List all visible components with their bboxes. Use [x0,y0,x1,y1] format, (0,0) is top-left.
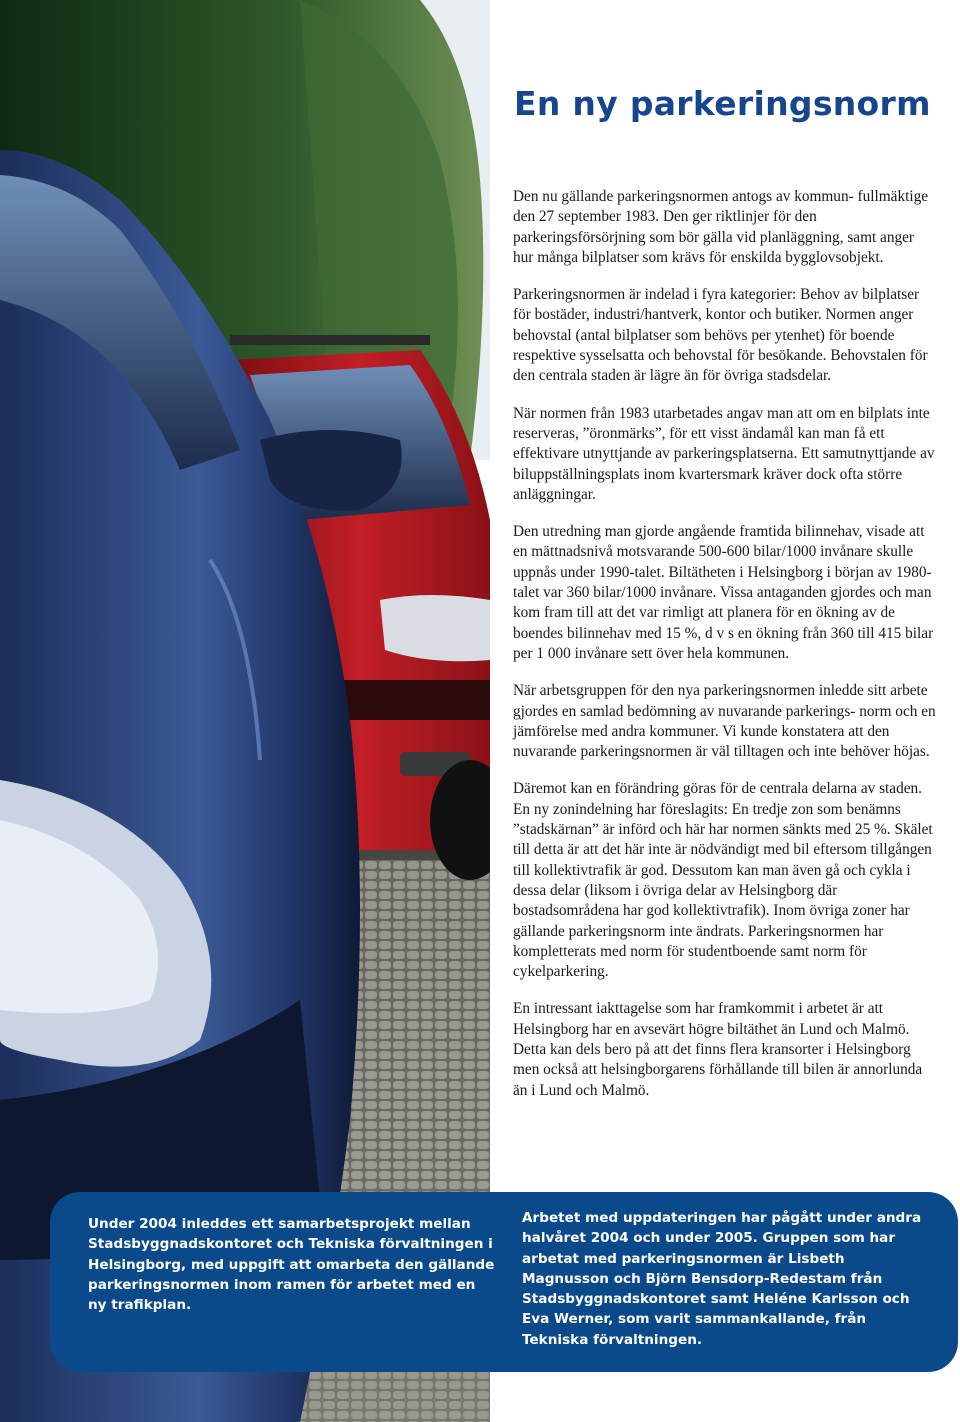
paragraph: När arbetsgruppen för den nya parkeringsnormen inledde sitt arbete gjordes en samlad bedömning av nuvarande parkerings- norm och en jämförelse med andra kommuner. Vi kunde konstatera att den nuvarande parkeringsnormen är väl tilltagen och inte behöver höjas. [513,682,936,761]
page-title: En ny parkeringsnorm [514,84,931,123]
paragraph: Däremot kan en förändring göras för de centrala delarna av staden. En ny zonindelning har föreslagits: En tredje zon som benämns ”stadskärnan” är införd och här har normen sänkts med 25 %. Skälet till detta är att det här inte är nödvändigt med bil eftersom tillgången till kollektivtrafik är god. Dessutom kan man även gå och cykla i dessa delar (liksom i övriga delar av Helsingborg där bostadsområdena har god kollektivtrafik). Inom övriga zoner har gällande parkeringsnorm inte ändrats. Parkeringsnormen har kompletterats med norm för studentboende samt norm för cykelparkering. [513,780,933,981]
paragraph: En intressant iakttagelse som har framkommit i arbetet är att Helsingborg har en avsevärt högre biltäthet än Lund och Malmö. Detta kan dels bero på att det finns flera kransorter i Helsingborg men också att helsingborgarens förhållande till bilen är annorlunda än i Lund och Malmö. [513,1000,923,1099]
article-body [513,187,938,1118]
info-box-right-text: Arbetet med uppdateringen har pågått under andra halvåret 2004 och under 2005. Gruppen som har arbetat med parkeringsnormen är Lisbeth Magnusson och Björn Bensdorp-Redestam från Stadsbyggnadskontoret samt Heléne Karlsson och Eva Werner, som varit sammankallande, från Tekniska förvaltningen. [522,1210,922,1348]
paragraph: Den nu gällande parkeringsnormen antogs av kommun- fullmäktige den 27 september 1983. Den ger riktlinjer för den parkeringsförsörjning som bör gälla vid planläggning, samt anger hur många bilplatser som krävs för enskilda bygglovsobjekt. [513,188,929,266]
paragraph: Parkeringsnormen är indelad i fyra kategorier: Behov av bilplatser för bostäder, industri/hantverk, kontor och butiker. Normen anger behovstal (antal bilplatser som behövs per ytenhet) för boende respektive sysselsatta och behovstal för besökande. Behovstalen för den centrala staden är lägre än för övriga stadsdelar. [513,286,928,385]
paragraph: Den utredning man gjorde angående framtida bilinnehav, visade att en mättnadsnivå motsvarande 500-600 bilar/1000 invånare skulle uppnås under 1990-talet. Biltätheten i Helsingborg i början av 1980-talet var 360 bilar/1000 invånare. Vissa antaganden gjordes och man kom fram till att det var rimligt att planera för en ökning av de boendes bilinnehav med 15 %, d v s en ökning från 360 till 415 bilar per 1 000 invånare sett över hela kommunen. [513,523,934,662]
paragraph: När normen från 1983 utarbetades angav man att om en bilplats inte reserveras, ”öronmärks”, för ett visst ändamål kan man få ett effektivare utnyttjande av parkeringsplatserna. Ett samutnyttjande av biluppställningsplats inom kvartersmark kräver dock ofta större anläggningar. [513,404,935,503]
info-box-left-text: Under 2004 inleddes ett samarbetsprojekt mellan Stadsbyggnadskontoret och Tekniska förvaltningen i Helsingborg, med uppgift att omarbeta den gällande parkeringsnormen inom ramen för arbetet med en ny trafikplan. [88,1216,495,1314]
